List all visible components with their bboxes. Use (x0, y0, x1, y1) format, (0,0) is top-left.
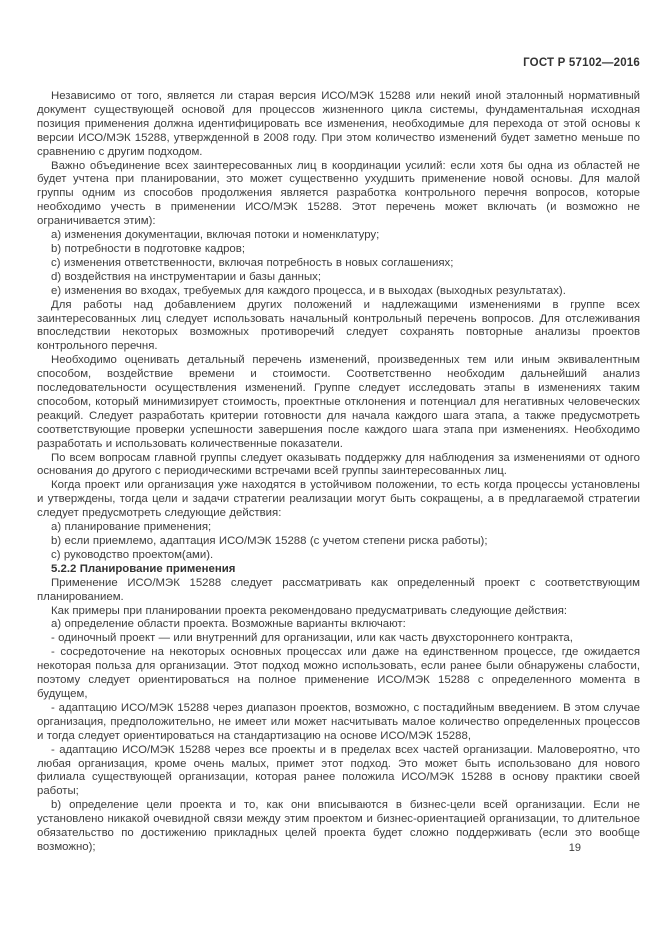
page-number: 19 (568, 842, 581, 854)
paragraph: c) изменения ответственности, включая потребность в новых соглашениях; (51, 256, 454, 269)
section-heading: 5.2.2 Планирование применения (51, 562, 236, 575)
paragraph: Когда проект или организация уже находятся в устойчивом положении, то есть когда процессы установлены и утверждены, тогда цели и задачи стратегии реализации могут быть сокращены, а в предлагаемой стратегии следует предусмотреть следующие действия: (37, 479, 640, 520)
document-header-standard-number: ГОСТ Р 57102—2016 (523, 57, 640, 69)
paragraph: d) воздействия на инструментарии и базы данных; (51, 270, 322, 283)
paragraph: - сосредоточение на некоторых основных процессах или даже на единственном процессе, где ожидается некоторая польза для организации. Этот подход можно использовать, если ранее были обнаружены слабости, поэтому следует ориентироваться на полное применение ИСО/МЭК 15288 с определенного момента в будущем, (37, 646, 640, 700)
paragraph: - адаптацию ИСО/МЭК 15288 через диапазон проектов, возможно, с постадийным введением. В этом случае организация, предположительно, не имеет или может насчитывать малое количество определенных процессов и тогда следует ориентироваться на стандартизацию на основе ИСО/МЭК 15288, (37, 701, 640, 742)
paragraph: Необходимо оценивать детальный перечень изменений, произведенных тем или иным эквивалентным способом, воздействие времени и стоимости. Соответственно необходим дальнейший анализ последовательности осуществления изменений. Группе следует исследовать этапы в изменениях таким способом, который минимизирует стоимость, проектные отклонения и потенциал для негативных человеческих реакций. Следует разработать критерии готовности для начала каждого шага этапа, а также предусмотреть соответствующие проверки успешности завершения после каждого шага этапа при изменениях. Необходимо разработать и использовать количественные показатели. (37, 354, 640, 450)
document-body (37, 90, 640, 855)
paragraph: Как примеры при планировании проекта рекомендовано предусматривать следующие действия: (51, 604, 568, 617)
paragraph: По всем вопросам главной группы следует оказывать поддержку для наблюдения за изменениями от одного основания до другого с периодическими встречами всей группы заинтересованных лиц. (37, 451, 640, 478)
paragraph: c) руководство проектом(ами). (51, 548, 214, 561)
paragraph: - адаптацию ИСО/МЭК 15288 через все проекты и в пределах всех частей организации. Маловероятно, что любая организация, кроме очень малых, примет этот подход. Это может быть использовано для нового филиала существующей организации, которая ранее положила ИСО/МЭК 15288 в основу практики своей работы; (37, 743, 640, 798)
paragraph: b) определение цели проекта и то, как они вписываются в бизнес-цели всей организации. Если не установлено никакой очевидной связи между этим проектом и бизнес-ориентацией организации, то длительное обязательство по достижению прикладных целей проекта будет сложно поддерживать (если это вообще возможно); (37, 799, 640, 853)
paragraph: - одиночный проект — или внутренний для организации, или как часть двухстороннего контракта, (51, 632, 573, 645)
paragraph: b) потребности в подготовке кадров; (51, 242, 245, 255)
paragraph: a) планирование применения; (51, 521, 212, 534)
paragraph: Важно объединение всех заинтересованных лиц в координации усилий: если хотя бы одна из областей не будет учтена при планировании, это может существенно ухудшить применение новой основы. Для малой группы одним из способов продолжения является разработка контрольного перечня вопросов, которые необходимо учесть в применении ИСО/МЭК 15288. Этот перечень может включать (и возможно не ограничивается этим): (37, 159, 640, 228)
paragraph: a) определение области проекта. Возможные варианты включают: (51, 618, 406, 631)
paragraph: Независимо от того, является ли старая версия ИСО/МЭК 15288 или некий иной эталонный нормативный документ существующей основой для процессов жизненного цикла системы, фундаментальная исходная позиция применения должна идентифицировать все изменения, необходимые для перехода от этой основы к версии ИСО/МЭК 15288, утвержденной в 2008 году. При этом количество изменений будет заметно меньше по сравнению с другим подходом. (37, 90, 640, 158)
paragraph: Применение ИСО/МЭК 15288 следует рассматривать как определенный проект с соответствующим планированием. (37, 576, 640, 603)
paragraph: a) изменения документации, включая потоки и номенклатуру; (51, 229, 380, 242)
paragraph: Для работы над добавлением других положений и надлежащими изменениями в группе всех заинтересованных лиц следует использовать начальный контрольный перечень вопросов. Для отслеживания впоследствии некоторых возможных противоречий следует сохранять повторные анализы проектов контрольного перечня. (37, 298, 640, 353)
paragraph: e) изменения во входах, требуемых для каждого процесса, и в выходах (выходных результатах). (51, 284, 566, 297)
paragraph: b) если приемлемо, адаптация ИСО/МЭК 15288 (с учетом степени риска работы); (51, 535, 488, 547)
